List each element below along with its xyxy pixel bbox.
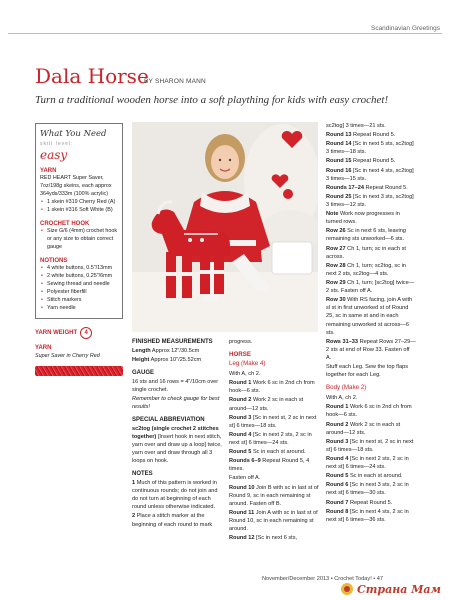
instruction-row bbox=[326, 227, 416, 243]
measurements-heading: FINISHED MEASUREMENTS bbox=[132, 339, 213, 345]
instruction-row bbox=[326, 508, 416, 524]
instruction-row bbox=[326, 157, 416, 165]
instruction-label: Round 10 bbox=[229, 484, 255, 491]
hook-heading: CROCHET HOOK bbox=[40, 220, 90, 227]
instruction-text: Work 2 sc in each st around—12 sts. bbox=[229, 397, 304, 412]
notions-heading: NOTIONS bbox=[40, 257, 68, 264]
instruction-text: Work 2 sc in each st around—12 sts. bbox=[326, 421, 401, 436]
instruction-text: Fasten off A. bbox=[229, 475, 261, 482]
watermark-text: Страна Мам bbox=[357, 583, 441, 596]
instruction-text: Repeat Round 5. bbox=[349, 499, 393, 506]
instruction-label: Row 29 bbox=[326, 279, 346, 286]
instruction-label: Round 1 bbox=[229, 380, 252, 387]
instruction-text: Join A with sc in last st of Round 10, sc in each remaining st around. bbox=[229, 509, 318, 533]
instruction-label: Round 4 bbox=[229, 431, 252, 438]
instructions-column-2 bbox=[229, 338, 319, 543]
instruction-row bbox=[326, 279, 416, 295]
yarn-heading: YARN bbox=[40, 167, 57, 174]
instruction-text: Ch 1, turn; sc2tog, sc in next 2 sts, sc2tog—4 sts. bbox=[326, 262, 406, 277]
yarn-weight-row bbox=[35, 327, 123, 339]
instruction-row bbox=[326, 403, 416, 419]
instruction-text: With A, ch 2. bbox=[229, 371, 261, 378]
yarn-weight-label: YARN WEIGHT bbox=[35, 330, 78, 337]
instruction-row bbox=[229, 431, 319, 447]
instruction-text: Sc in next 6 sts, leaving remaining sts unworked—6 sts. bbox=[326, 228, 406, 243]
instruction-label: Round 11 bbox=[229, 509, 255, 516]
instruction-text: [Sc in next st, 2 sc in next st] 6 times—18 sts. bbox=[229, 414, 317, 429]
instruction-label: Row 27 bbox=[326, 245, 346, 252]
instruction-row bbox=[229, 414, 319, 430]
instruction-row bbox=[326, 193, 416, 209]
instruction-text: Sc in each st around. bbox=[349, 473, 403, 480]
instruction-label: Round 6 bbox=[326, 482, 349, 489]
skill-level-value: easy bbox=[40, 147, 68, 162]
page-footer: November/December 2013 • Crochet Today! • 47 bbox=[262, 576, 384, 582]
instruction-text: [Sc in next 2 sts, 2 sc in next st] 6 times—24 sts. bbox=[229, 431, 312, 446]
instruction-label: Round 3 bbox=[326, 438, 349, 445]
instruction-text: Work now progresses in turned rows. bbox=[326, 211, 400, 226]
body-subheading: Body (Make 2) bbox=[326, 384, 367, 392]
instruction-row bbox=[229, 484, 319, 508]
hook-item: • Size G/6 (4mm) crochet hook or any size to obtain correct gauge bbox=[40, 228, 118, 251]
gauge-note: Remember to check gauge for best results! bbox=[132, 395, 220, 410]
note-1-text: Much of this pattern is worked in continuous rounds; do not join and do not turn at beginning of each round unless otherwise indicated. bbox=[132, 479, 218, 511]
abbreviation-definition: [Insert hook in next stitch, yarn over and draw up a loop] twice, yarn over and draw through all 3 loops on hook. bbox=[132, 433, 222, 465]
instruction-label: Round 8 bbox=[326, 508, 349, 515]
instruction-label: Row 28 bbox=[326, 262, 346, 269]
watermark-logo-icon bbox=[339, 582, 355, 596]
instruction-row bbox=[326, 438, 416, 454]
yarn-swatch-image bbox=[35, 366, 123, 376]
instruction-row bbox=[326, 122, 416, 130]
instruction-row bbox=[326, 262, 416, 278]
notes-heading: NOTES bbox=[132, 471, 153, 478]
instruction-label: Rounds 17–24 bbox=[326, 184, 364, 191]
instruction-text: [Sc in next 6 sts, bbox=[256, 535, 298, 542]
continued-text: progress. bbox=[229, 339, 253, 345]
instruction-text: Repeat Round 5. bbox=[353, 158, 396, 165]
gauge-heading: GAUGE bbox=[132, 369, 155, 376]
yarn-weight-icon: 4 bbox=[80, 327, 92, 339]
instruction-row bbox=[326, 394, 416, 402]
instruction-label: Round 5 bbox=[326, 473, 349, 480]
instruction-row bbox=[326, 184, 416, 192]
instruction-label: Note bbox=[326, 211, 339, 218]
section-tag: Scandinavian Greetings bbox=[370, 25, 440, 32]
instruction-row bbox=[326, 140, 416, 156]
instruction-row bbox=[326, 245, 416, 261]
instruction-text: [Sc in next 4 sts, 2 sc in next st] 6 times—36 sts. bbox=[326, 508, 409, 523]
notions-item: • Stitch markers bbox=[40, 297, 118, 305]
instruction-text: Join B with sc in last st of Round 9, sc in each remaining st around. Fasten off B. bbox=[229, 484, 319, 507]
instruction-text: With A, ch 2. bbox=[326, 395, 358, 402]
instruction-text: Work 6 sc in 2nd ch from hook—6 sts. bbox=[326, 404, 412, 419]
instruction-row bbox=[229, 474, 319, 482]
instruction-text: [Sc in next 3 sts, 2 sc in next st] 6 times—30 sts. bbox=[326, 482, 409, 497]
instruction-row bbox=[229, 448, 319, 456]
notions-item: • 4 white buttons, 0.5"/13mm bbox=[40, 265, 118, 273]
instruction-row bbox=[326, 481, 416, 497]
instruction-label: Rounds 6–9 bbox=[229, 458, 261, 465]
instruction-row bbox=[326, 167, 416, 183]
leg-subheading: Leg (Make 4) bbox=[229, 360, 266, 368]
gauge-text: 16 sts and 16 rows = 4"/10cm over single crochet. bbox=[132, 378, 219, 393]
height-value: Approx 10"/25.52cm bbox=[150, 356, 202, 363]
note-2-text: Place a stitch marker at the beginning of each round to mark bbox=[132, 513, 213, 528]
notions-item: • Polyester fiberfill bbox=[40, 289, 118, 297]
instruction-row bbox=[326, 472, 416, 480]
instruction-label: Round 16 bbox=[326, 167, 352, 174]
instruction-text: [Sc in next 2 sts, 2 sc in next st] 6 times—24 sts. bbox=[326, 456, 409, 471]
notions-item: • 2 white buttons, 0.25"/6mm bbox=[40, 273, 118, 281]
girl-with-horse-illustration bbox=[132, 122, 318, 332]
instruction-row bbox=[326, 499, 416, 507]
instruction-text: [Sc in next 3 sts, sc2tog] 3 times—12 sts. bbox=[326, 193, 414, 208]
note-1: 1 Much of this pattern is worked in continuous rounds; do not join and do not turn at beginning of each round unless otherwise indicated. bbox=[132, 479, 218, 511]
instruction-text: [Sc in next st, 2 sc in next st] 6 times—18 sts. bbox=[326, 438, 414, 453]
instruction-row bbox=[326, 338, 416, 362]
instruction-text: [Sc in next 4 sts, sc2tog] 3 times—15 sts. bbox=[326, 167, 414, 182]
length-value: Approx 12"/30.5cm bbox=[151, 347, 200, 354]
yarn-sample-heading: YARN bbox=[35, 345, 52, 352]
instructions-column-1 bbox=[132, 338, 222, 530]
instruction-label: Round 2 bbox=[326, 421, 349, 428]
instruction-label: Round 2 bbox=[229, 397, 252, 404]
instruction-text: Ch 1, turn; sc in each st across. bbox=[326, 245, 406, 260]
note-2: 2 Place a stitch marker at the beginning of each round to mark bbox=[132, 513, 213, 528]
notions-item: • Yarn needle bbox=[40, 305, 118, 313]
instruction-row bbox=[326, 210, 416, 226]
instruction-label: Round 7 bbox=[326, 499, 349, 506]
instruction-row bbox=[326, 363, 416, 379]
instruction-label: Rows 31–33 bbox=[326, 338, 359, 345]
instruction-label: Round 14 bbox=[326, 141, 352, 148]
yarn-item: • 1 skein #319 Cherry Red (A) bbox=[40, 199, 118, 207]
instruction-label: Row 30 bbox=[326, 297, 346, 304]
instruction-text: Ch 1, turn; [sc2tog] twice—2 sts. Fasten off A. bbox=[326, 279, 415, 295]
instruction-text: Repeat Round 5. bbox=[353, 132, 396, 139]
instruction-text: Work 6 sc in 2nd ch from hook—6 sts. bbox=[229, 380, 315, 395]
notions-item: • Sewing thread and needle bbox=[40, 281, 118, 289]
header-rule bbox=[8, 33, 442, 34]
skill-level-label: skill level: bbox=[40, 141, 74, 148]
leg-rounds-continued-list bbox=[326, 122, 416, 379]
yarn-item: • 1 skein #316 Soft White (B) bbox=[40, 207, 118, 215]
instruction-row bbox=[229, 509, 319, 533]
instruction-label: Round 3 bbox=[229, 414, 252, 421]
deck-subtitle: Turn a traditional wooden horse into a soft plaything for kids with easy crochet! bbox=[35, 94, 389, 106]
instruction-row bbox=[229, 457, 319, 473]
instruction-text: With RS facing, join A with sl st in first unworked st of Round 25, sc in same st and in each remaining unworked st across—6 sts. bbox=[326, 297, 413, 336]
abbreviation-term: sc2tog (single crochet 2 stitches together) bbox=[132, 425, 219, 440]
instruction-row bbox=[326, 131, 416, 139]
instruction-row bbox=[229, 534, 319, 542]
yarn-line: 7oz/198g skeins, each approx bbox=[40, 183, 112, 190]
yarn-line: RED HEART Super Saver, bbox=[40, 175, 104, 182]
instruction-label: Round 13 bbox=[326, 132, 352, 139]
instruction-label: Round 1 bbox=[326, 404, 349, 411]
instructions-column-3 bbox=[326, 122, 416, 525]
instruction-text: Repeat Rows 27–29—2 sts at end of Row 33. Fasten off A. bbox=[326, 338, 416, 361]
what-you-need-box bbox=[35, 123, 123, 319]
instruction-label: Round 15 bbox=[326, 158, 352, 165]
body-rounds-list bbox=[326, 394, 416, 524]
length-row: Length Approx 12"/30.5cm bbox=[132, 347, 200, 354]
instruction-text: [Sc in next 5 sts, sc2tog] 3 times—18 sts. bbox=[326, 141, 414, 156]
instruction-text: Repeat Round 5, 4 times. bbox=[229, 458, 310, 473]
instruction-text: Repeat Round 5. bbox=[365, 184, 408, 191]
leg-rounds-list bbox=[229, 370, 319, 542]
page-title: Dala Horse bbox=[35, 64, 149, 88]
instruction-row bbox=[326, 455, 416, 471]
instruction-text: Stuff each Leg. Sew the top flaps together for each Leg. bbox=[326, 364, 408, 379]
instruction-row bbox=[229, 370, 319, 378]
yarn-line: 364yds/333m (100% acrylic) bbox=[40, 191, 109, 198]
instruction-row bbox=[326, 421, 416, 437]
instruction-text: sc2tog] 3 times—21 sts. bbox=[326, 123, 386, 129]
instruction-label: Round 25 bbox=[326, 193, 352, 200]
abbreviation-text bbox=[132, 425, 222, 466]
height-row: Height Approx 10"/25.52cm bbox=[132, 356, 202, 363]
instruction-label: Row 26 bbox=[326, 228, 346, 235]
abbreviation-heading: SPECIAL ABBREVIATION bbox=[132, 417, 205, 424]
what-you-need-title: What You Need bbox=[40, 129, 107, 139]
yarn-sample-text: Super Saver in Cherry Red bbox=[35, 353, 100, 360]
instruction-text: Sc in each st around. bbox=[252, 449, 306, 456]
instruction-row bbox=[229, 379, 319, 395]
instruction-label: Round 5 bbox=[229, 449, 252, 456]
instruction-row bbox=[229, 396, 319, 412]
hero-photo bbox=[132, 122, 318, 332]
instruction-label: Round 4 bbox=[326, 456, 349, 463]
instruction-label: Round 12 bbox=[229, 535, 255, 542]
horse-heading: HORSE bbox=[229, 351, 252, 359]
byline: BY SHARON MANN bbox=[144, 78, 206, 85]
materials-sidebar bbox=[35, 123, 123, 528]
instruction-row bbox=[326, 296, 416, 337]
